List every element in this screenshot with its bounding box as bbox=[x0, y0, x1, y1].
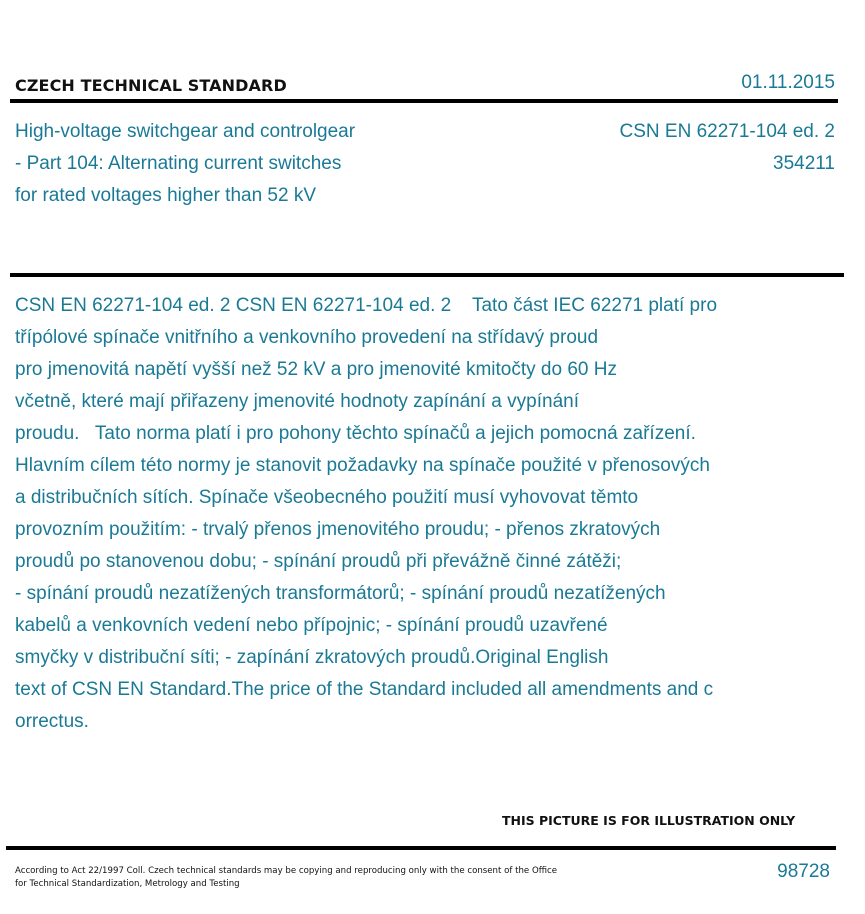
abstract-line: proudů po stanovenou dobu; - spínání proudů při převážně činné zátěži; bbox=[15, 551, 622, 572]
standard-title-line: - Part 104: Alternating current switches bbox=[15, 153, 342, 174]
standard-code: CSN EN 62271-104 ed. 2 bbox=[619, 121, 835, 142]
publication-date: 01.11.2015 bbox=[741, 72, 835, 93]
abstract-line: proudu. Tato norma platí i pro pohony těchto spínačů a jejich pomocná zařízení. bbox=[15, 423, 696, 444]
illustration-note: THIS PICTURE IS FOR ILLUSTRATION ONLY bbox=[502, 813, 796, 828]
abstract-line: třípólové spínače vnitřního a venkovního provedení na střídavý proud bbox=[15, 327, 599, 348]
catalog-number: 354211 bbox=[773, 153, 835, 174]
abstract-line: CSN EN 62271-104 ed. 2 CSN EN 62271-104 ed. 2 Tato část IEC 62271 platí pro bbox=[15, 295, 718, 316]
top-divider bbox=[10, 99, 838, 103]
abstract-line: - spínání proudů nezatížených transformátorů; - spínání proudů nezatížených bbox=[15, 583, 666, 604]
abstract-line: pro jmenovitá napětí vyšší než 52 kV a pro jmenovité kmitočty do 60 Hz bbox=[15, 359, 617, 380]
legal-notice-line: According to Act 22/1997 Coll. Czech technical standards may be copying and reproducing only with the consent of the Office bbox=[15, 866, 558, 876]
abstract-line: text of CSN EN Standard.The price of the Standard included all amendments and c bbox=[15, 679, 714, 700]
standard-identifiers bbox=[620, 116, 835, 180]
document-number: 98728 bbox=[777, 861, 830, 882]
bottom-divider bbox=[6, 846, 836, 850]
abstract-line: provozním použitím: - trvalý přenos jmenovitého proudu; - přenos zkratových bbox=[15, 519, 661, 540]
abstract-line: smyčky v distribuční síti; - zapínání zkratových proudů.Original English bbox=[15, 647, 609, 668]
legal-notice bbox=[15, 865, 615, 891]
standard-title-line: for rated voltages higher than 52 kV bbox=[15, 185, 317, 206]
abstract-line: orrectus. bbox=[15, 711, 89, 732]
abstract-line: Hlavním cílem této normy je stanovit požadavky na spínače použité v přenosových bbox=[15, 455, 710, 476]
abstract-line: včetně, které mají přiřazeny jmenovité hodnoty zapínání a vypínání bbox=[15, 391, 579, 412]
standard-title bbox=[15, 116, 435, 212]
abstract-text bbox=[15, 290, 835, 738]
legal-notice-line: for Technical Standardization, Metrology and Testing bbox=[15, 879, 240, 889]
standard-type-label: CZECH TECHNICAL STANDARD bbox=[15, 76, 287, 95]
standard-title-line: High-voltage switchgear and controlgear bbox=[15, 121, 356, 142]
abstract-line: kabelů a venkovních vedení nebo přípojnic; - spínání proudů uzavřené bbox=[15, 615, 608, 636]
abstract-line: a distribučních sítích. Spínače všeobecného použití musí vyhovovat těmto bbox=[15, 487, 639, 508]
middle-divider bbox=[10, 273, 844, 277]
